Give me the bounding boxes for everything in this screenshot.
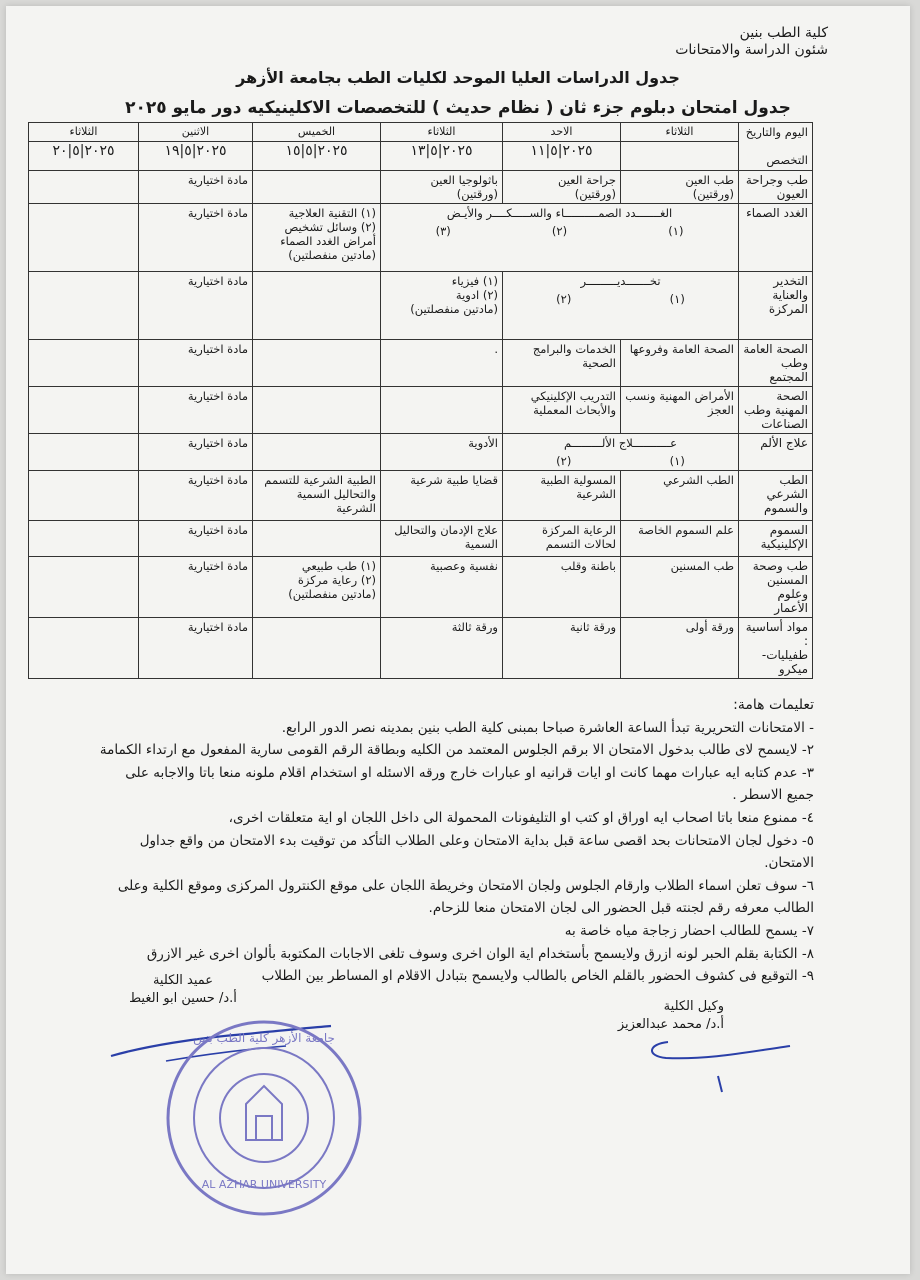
paper-numbers [385, 224, 734, 238]
specialty-name: الغدد الصماء [739, 204, 813, 272]
specialty-name: طب وجراحة العيون [739, 171, 813, 204]
corner-cell [739, 123, 813, 171]
date-row [29, 142, 813, 171]
elective-cell: مادة اختيارية [139, 471, 253, 521]
elective-cell: مادة اختيارية [139, 557, 253, 618]
date-cell: ٢٠٢٥|٥|١١ [503, 142, 621, 171]
day-cell: الاثنين [139, 123, 253, 142]
exam-cell-day4 [253, 171, 381, 204]
exam-cell-day1: ورقة أولى [621, 618, 739, 679]
paper-numbers [507, 292, 734, 306]
department-name: شئون الدراسة والامتحانات [675, 42, 828, 58]
exam-cell-day2: ورقة ثانية [503, 618, 621, 679]
date-cell: ٢٠٢٥|٥|١٩ [139, 142, 253, 171]
instructions-heading: تعليمات هامة: [733, 697, 814, 713]
exam-cell-day4: الطبية الشرعية للتسمم والتحاليل السمية الشرعية [253, 471, 381, 521]
exam-cell-day4 [253, 618, 381, 679]
elective-cell: مادة اختيارية [139, 387, 253, 434]
elective-cell-2 [29, 557, 139, 618]
elective-cell: مادة اختيارية [139, 204, 253, 272]
instruction-item: ٥- دخول لجان الامتحانات بحد اقصى ساعة قبل بداية الامتحان وعلى الطلاب التأكد من توقيت بدء الامتحان من واقع جداول الامتحان. [139, 832, 814, 872]
dean-name: أ.د/ حسين ابو الغيط [129, 991, 237, 1006]
specialty-name: التخدير والعناية المركزة [739, 272, 813, 340]
exam-cell-day3 [381, 387, 503, 434]
exam-cell-day3: باثولوجيا العين (ورقتين) [381, 171, 503, 204]
document-page [6, 6, 910, 1274]
exam-cell-day3: ورقة ثالثة [381, 618, 503, 679]
exam-cell-day4: (١) طب طبيعي (٢) رعاية مركزة (مادتين منفصلتين) [253, 557, 381, 618]
exam-cell-day4 [253, 272, 381, 340]
exam-schedule-table [28, 122, 813, 679]
exam-cell-day2: الخدمات والبرامج الصحية [503, 340, 621, 387]
stamp-arabic: جامعة الأزهر كلية الطب بنين [193, 1031, 335, 1045]
day-cell: الاحد [503, 123, 621, 142]
specialty-name: الصحة المهنية وطب الصناعات [739, 387, 813, 434]
paper-number: (١) [669, 454, 685, 468]
exam-cell-day3: نفسية وعصبية [381, 557, 503, 618]
table-row [29, 387, 813, 434]
instruction-item: ٩- التوقيع فى كشوف الحضور بالقلم الخاص بالطالب ولايسمح بتبادل الاقلام او المساطر بين الطلاب [261, 968, 814, 985]
elective-cell-2 [29, 340, 139, 387]
specialty-name: السموم الإكلينيكية [739, 521, 813, 557]
document-subtitle: جدول امتحان دبلوم جزء ثان ( نظام حديث ) للتخصصات الاكلينيكيه دور مايو ٢٠٢٥ [125, 98, 791, 118]
exam-cell-day1: الأمراض المهنية ونسب العجز [621, 387, 739, 434]
exam-cell-day3: قضايا طبية شرعية [381, 471, 503, 521]
exam-cell-day1: الصحة العامة وفروعها [621, 340, 739, 387]
exam-cell-day2: جراحة العين (ورقتين) [503, 171, 621, 204]
corner-specialty: التخصص [766, 153, 808, 167]
exam-cell-day3: (١) فيزياء (٢) ادوية (مادتين منفصلتين) [381, 272, 503, 340]
table-row [29, 618, 813, 679]
elective-cell-2 [29, 521, 139, 557]
paper-number: (٢) [556, 454, 572, 468]
elective-cell-2 [29, 204, 139, 272]
paper-number: (٣) [435, 224, 451, 238]
instruction-item: ٦- سوف تعلن اسماء الطلاب وارقام الجلوس ولجان الامتحان وخريطة اللجان على موقع الكنترول المركزى وموقع الكلية وعلى الطالب معرفه رقم لجنته قبل الحضور الى لجان الامتحان منعا للزحام. [117, 877, 814, 917]
instruction-item: ٨- الكتابة بقلم الحبر لونه ازرق ولايسمح بأستخدام اية الوان اخرى وسوف تلغى الاجابات المكتوبة بألوان اخرى غير الازرق [146, 945, 814, 962]
table-row [29, 171, 813, 204]
paper-numbers [507, 454, 734, 468]
table-row [29, 521, 813, 557]
merged-exam-cell [503, 434, 739, 471]
specialty-name: طب وصحة المسنين وعلوم الأعمار [739, 557, 813, 618]
table-row [29, 471, 813, 521]
paper-number: (١) [669, 292, 685, 306]
exam-cell-day1: طب المسنين [621, 557, 739, 618]
exam-cell-day1: علم السموم الخاصة [621, 521, 739, 557]
specialty-name: مواد أساسية : طفيليات- ميكرو [739, 618, 813, 679]
table-row [29, 557, 813, 618]
exam-cell-day4 [253, 340, 381, 387]
university-stamp [162, 1016, 367, 1221]
elective-cell: مادة اختيارية [139, 171, 253, 204]
date-cell: ٢٠٢٥|٥|١٣ [381, 142, 503, 171]
exam-cell-day3: . [381, 340, 503, 387]
instruction-item: ٣- عدم كتابه ايه عبارات مهما كانت او ايات قرانيه او عبارات خارج ورقه الاسئله او استخدام اقلام ملونه منعا باتا والاجابه على جميع الاسطر . [125, 764, 814, 804]
exam-cell-day2: التدريب الإكلينيكي والأبحاث المعملية [503, 387, 621, 434]
paper-number: (٢) [551, 224, 568, 238]
day-cell: الثلاثاء [381, 123, 503, 142]
elective-cell-2 [29, 387, 139, 434]
document-title: جدول الدراسات العليا الموحد لكليات الطب بجامعة الأزهر [236, 68, 680, 87]
exam-cell-day1: الطب الشرعي [621, 471, 739, 521]
exam-cell-day2: المسولية الطبية الشرعية [503, 471, 621, 521]
table-row [29, 272, 813, 340]
merged-exam-title: تخـــــــديـــــــــر [580, 274, 661, 288]
paper-number: (٢) [556, 292, 572, 306]
table-row [29, 434, 813, 471]
elective-cell: مادة اختيارية [139, 618, 253, 679]
table-row [29, 204, 813, 272]
day-cell: الثلاثاء [621, 123, 739, 142]
paper-number: (١) [668, 224, 684, 238]
specialty-name: الصحة العامة وطب المجتمع [739, 340, 813, 387]
specialty-name: علاج الألم [739, 434, 813, 471]
exam-cell-day3: علاج الإدمان والتحاليل السمية [381, 521, 503, 557]
day-cell: الثلاثاء [29, 123, 139, 142]
dean-signature-block [118, 972, 248, 1008]
merged-exam-cell [381, 204, 739, 272]
day-cell: الخميس [253, 123, 381, 142]
instruction-item: - الامتحانات التحريرية تبدأ الساعة العاشرة صباحا بمبنى كلية الطب بنين بمدينه نصر الدور الرابع. [281, 719, 814, 736]
faculty-name: كلية الطب بنين [739, 25, 828, 41]
date-cell: ٢٠٢٥|٥|١٥ [253, 142, 381, 171]
vice-dean-title: وكيل الكلية [663, 999, 724, 1014]
elective-cell-2 [29, 272, 139, 340]
exam-cell-day2: باطنة وقلب [503, 557, 621, 618]
elective-cell: مادة اختيارية [139, 521, 253, 557]
exam-cell-day4 [253, 387, 381, 434]
merged-exam-cell [503, 272, 739, 340]
exam-cell-day4 [253, 434, 381, 471]
vice-dean-signature-block [618, 998, 724, 1034]
stamp-text: AL AZHAR UNIVERSITY [201, 1178, 327, 1191]
table-row [29, 340, 813, 387]
elective-cell-2 [29, 171, 139, 204]
instruction-item: ٧- يسمح للطالب احضار زجاجة مياه خاصة به [564, 922, 814, 939]
exam-cell-day1: طب العين (ورقتين) [621, 171, 739, 204]
elective-cell: مادة اختيارية [139, 272, 253, 340]
day-row [29, 123, 813, 142]
exam-cell-day3: الأدوية [381, 434, 503, 471]
elective-cell: مادة اختيارية [139, 434, 253, 471]
merged-exam-title: الغـــــــدد الصمــــــــــاء والســـــكــــر والأيـض [446, 206, 673, 220]
merged-exam-title: عـــــــــــلاج الألـــــــــم [563, 436, 678, 450]
elective-cell-2 [29, 434, 139, 471]
vice-dean-signature-scribble [618, 1032, 798, 1102]
instructions [94, 694, 814, 988]
date-cell: ٢٠٢٥|٥|٢٠ [29, 142, 139, 171]
corner-day-date: اليوم والتاريخ [745, 125, 808, 139]
elective-cell-2 [29, 471, 139, 521]
exam-cell-day4 [253, 521, 381, 557]
elective-cell-2 [29, 618, 139, 679]
instruction-item: ٤- ممنوع منعا باتا اصحاب ايه اوراق او كتب او التليفونات المحمولة الى داخل اللجان او اية متعلقات اخرى، [228, 809, 814, 826]
exam-cell-day2: الرعاية المركزة لحالات التسمم [503, 521, 621, 557]
vice-dean-name: أ.د/ محمد عبدالعزيز [617, 1017, 724, 1032]
instruction-item: ٢- لايسمح لاى طالب بدخول الامتحان الا برقم الجلوس المعتمد من الكليه وبطاقة الرقم القومى سارية المفعول مع ارتداء الكمامة [99, 742, 814, 759]
dean-title: عميد الكلية [152, 973, 214, 988]
specialty-name: الطب الشرعي والسموم [739, 471, 813, 521]
elective-cell: مادة اختيارية [139, 340, 253, 387]
exam-cell-day4: (١) التقنية العلاجية (٢) وسائل تشخيص أمراض الغدد الصماء (مادتين منفصلتين) [253, 204, 381, 272]
